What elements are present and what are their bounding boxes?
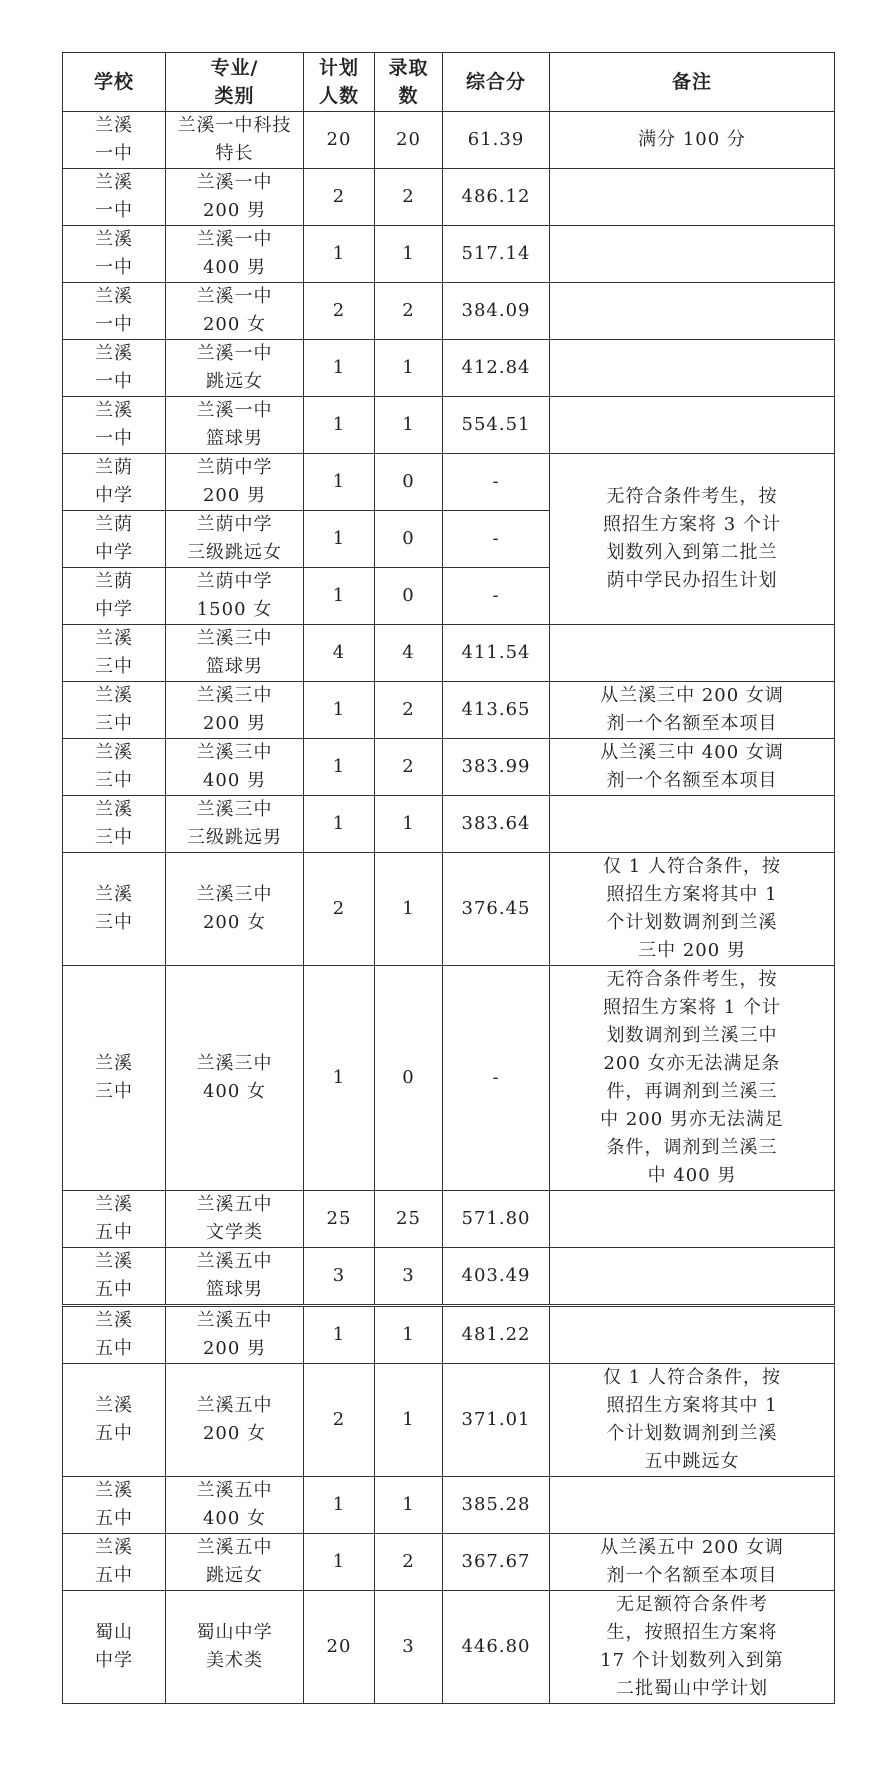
cell-score: 367.67 xyxy=(443,1534,550,1591)
table-row xyxy=(63,682,835,739)
cell-major: 兰溪一中 400 男 xyxy=(166,226,304,283)
cell-score: - xyxy=(443,454,550,511)
cell-school: 兰溪 三中 xyxy=(63,796,166,853)
cell-school: 兰溪 一中 xyxy=(63,226,166,283)
cell-score: 486.12 xyxy=(443,169,550,226)
cell-score: 383.99 xyxy=(443,739,550,796)
cell-admitted: 1 xyxy=(375,340,443,397)
cell-plan: 3 xyxy=(304,1248,375,1306)
cell-admitted: 1 xyxy=(375,397,443,454)
cell-admitted: 2 xyxy=(375,1534,443,1591)
cell-school: 兰溪 三中 xyxy=(63,966,166,1191)
cell-admitted: 1 xyxy=(375,796,443,853)
cell-plan: 1 xyxy=(304,966,375,1191)
cell-admitted: 1 xyxy=(375,1364,443,1477)
table-row xyxy=(63,1191,835,1248)
cell-plan: 1 xyxy=(304,1534,375,1591)
cell-admitted: 1 xyxy=(375,1306,443,1364)
header-plan: 计划 人数 xyxy=(304,53,375,112)
cell-school: 兰溪 三中 xyxy=(63,853,166,966)
cell-school: 兰溪 一中 xyxy=(63,112,166,169)
cell-admitted: 3 xyxy=(375,1248,443,1306)
table-row xyxy=(63,1591,835,1704)
cell-major: 兰溪一中科技 特长 xyxy=(166,112,304,169)
cell-admitted: 2 xyxy=(375,283,443,340)
cell-plan: 1 xyxy=(304,796,375,853)
cell-major: 兰溪五中 跳远女 xyxy=(166,1534,304,1591)
cell-school: 蜀山 中学 xyxy=(63,1591,166,1704)
table-row xyxy=(63,1248,835,1306)
cell-admitted: 0 xyxy=(375,454,443,511)
cell-score: 371.01 xyxy=(443,1364,550,1477)
cell-score: - xyxy=(443,568,550,625)
cell-score: - xyxy=(443,966,550,1191)
cell-note xyxy=(550,169,835,226)
table-row xyxy=(63,112,835,169)
cell-score: 411.54 xyxy=(443,625,550,682)
cell-admitted: 1 xyxy=(375,853,443,966)
cell-score: 571.80 xyxy=(443,1191,550,1248)
cell-major: 兰溪三中 400 女 xyxy=(166,966,304,1191)
cell-school: 兰溪 三中 xyxy=(63,682,166,739)
cell-note xyxy=(550,1191,835,1248)
cell-note xyxy=(550,625,835,682)
cell-major: 兰溪三中 篮球男 xyxy=(166,625,304,682)
cell-school: 兰溪 五中 xyxy=(63,1248,166,1306)
cell-admitted: 4 xyxy=(375,625,443,682)
cell-note: 从兰溪五中 200 女调 剂一个名额至本项目 xyxy=(550,1534,835,1591)
cell-note: 仅 1 人符合条件，按 照招生方案将其中 1 个计划数调剂到兰溪 五中跳远女 xyxy=(550,1364,835,1477)
cell-major: 兰溪三中 200 男 xyxy=(166,682,304,739)
cell-plan: 20 xyxy=(304,112,375,169)
cell-plan: 1 xyxy=(304,454,375,511)
cell-plan: 1 xyxy=(304,397,375,454)
cell-plan: 4 xyxy=(304,625,375,682)
cell-school: 兰溪 一中 xyxy=(63,283,166,340)
cell-score: 446.80 xyxy=(443,1591,550,1704)
cell-score: 412.84 xyxy=(443,340,550,397)
cell-note xyxy=(550,1306,835,1364)
cell-major: 兰溪一中 篮球男 xyxy=(166,397,304,454)
table-row xyxy=(63,1534,835,1591)
cell-score: 376.45 xyxy=(443,853,550,966)
cell-major: 兰溪三中 200 女 xyxy=(166,853,304,966)
cell-school: 兰溪 五中 xyxy=(63,1191,166,1248)
cell-major: 兰溪一中 跳远女 xyxy=(166,340,304,397)
cell-score: 403.49 xyxy=(443,1248,550,1306)
cell-score: 383.64 xyxy=(443,796,550,853)
cell-major: 兰荫中学 1500 女 xyxy=(166,568,304,625)
cell-school: 兰溪 三中 xyxy=(63,739,166,796)
cell-major: 兰溪五中 200 女 xyxy=(166,1364,304,1477)
cell-note xyxy=(550,397,835,454)
cell-plan: 20 xyxy=(304,1591,375,1704)
cell-admitted: 0 xyxy=(375,568,443,625)
cell-school: 兰荫 中学 xyxy=(63,454,166,511)
cell-admitted: 2 xyxy=(375,169,443,226)
cell-admitted: 0 xyxy=(375,511,443,568)
cell-note xyxy=(550,283,835,340)
cell-score: 384.09 xyxy=(443,283,550,340)
cell-major: 兰溪一中 200 女 xyxy=(166,283,304,340)
cell-plan: 1 xyxy=(304,226,375,283)
cell-major: 兰溪一中 200 男 xyxy=(166,169,304,226)
cell-admitted: 20 xyxy=(375,112,443,169)
header-row xyxy=(63,53,835,112)
table-row xyxy=(63,283,835,340)
cell-school: 兰溪 一中 xyxy=(63,169,166,226)
cell-major: 兰荫中学 200 男 xyxy=(166,454,304,511)
table-row xyxy=(63,1306,835,1364)
table-row xyxy=(63,625,835,682)
cell-major: 兰溪五中 400 女 xyxy=(166,1477,304,1534)
cell-admitted: 0 xyxy=(375,966,443,1191)
cell-score: 61.39 xyxy=(443,112,550,169)
cell-major: 兰荫中学 三级跳远女 xyxy=(166,511,304,568)
cell-score: 481.22 xyxy=(443,1306,550,1364)
cell-plan: 1 xyxy=(304,1477,375,1534)
cell-admitted: 1 xyxy=(375,1477,443,1534)
cell-note: 满分 100 分 xyxy=(550,112,835,169)
table-row xyxy=(63,1364,835,1477)
table-row xyxy=(63,966,835,1191)
cell-note: 从兰溪三中 200 女调 剂一个名额至本项目 xyxy=(550,682,835,739)
cell-plan: 1 xyxy=(304,1306,375,1364)
cell-plan: 2 xyxy=(304,853,375,966)
header-admitted: 录取 数 xyxy=(375,53,443,112)
table-row xyxy=(63,1477,835,1534)
cell-major: 兰溪三中 400 男 xyxy=(166,739,304,796)
table-row xyxy=(63,853,835,966)
cell-plan: 25 xyxy=(304,1191,375,1248)
cell-school: 兰溪 五中 xyxy=(63,1477,166,1534)
admission-table xyxy=(62,52,835,1704)
cell-plan: 1 xyxy=(304,682,375,739)
table-row xyxy=(63,226,835,283)
cell-note-merged: 无符合条件考生，按 照招生方案将 3 个计 划数列入到第二批兰 荫中学民办招生计划 xyxy=(550,454,835,625)
cell-plan: 1 xyxy=(304,739,375,796)
table-row xyxy=(63,454,835,511)
cell-plan: 1 xyxy=(304,340,375,397)
table-row xyxy=(63,169,835,226)
cell-school: 兰溪 五中 xyxy=(63,1364,166,1477)
header-note: 备注 xyxy=(550,53,835,112)
cell-plan: 2 xyxy=(304,283,375,340)
cell-admitted: 2 xyxy=(375,739,443,796)
header-school: 学校 xyxy=(63,53,166,112)
header-major: 专业/ 类别 xyxy=(166,53,304,112)
cell-score: 554.51 xyxy=(443,397,550,454)
cell-school: 兰溪 五中 xyxy=(63,1306,166,1364)
cell-note: 仅 1 人符合条件，按 照招生方案将其中 1 个计划数调剂到兰溪 三中 200 男 xyxy=(550,853,835,966)
cell-note xyxy=(550,226,835,283)
cell-score: 385.28 xyxy=(443,1477,550,1534)
cell-major: 兰溪三中 三级跳远男 xyxy=(166,796,304,853)
cell-score: 517.14 xyxy=(443,226,550,283)
cell-note xyxy=(550,796,835,853)
cell-school: 兰荫 中学 xyxy=(63,511,166,568)
cell-school: 兰溪 五中 xyxy=(63,1534,166,1591)
cell-major: 兰溪五中 文学类 xyxy=(166,1191,304,1248)
cell-score: 413.65 xyxy=(443,682,550,739)
cell-school: 兰溪 一中 xyxy=(63,340,166,397)
table-row xyxy=(63,796,835,853)
cell-plan: 2 xyxy=(304,1364,375,1477)
cell-admitted: 25 xyxy=(375,1191,443,1248)
header-score: 综合分 xyxy=(443,53,550,112)
cell-plan: 1 xyxy=(304,511,375,568)
cell-admitted: 3 xyxy=(375,1591,443,1704)
cell-note xyxy=(550,340,835,397)
cell-score: - xyxy=(443,511,550,568)
cell-plan: 2 xyxy=(304,169,375,226)
cell-school: 兰溪 三中 xyxy=(63,625,166,682)
cell-plan: 1 xyxy=(304,568,375,625)
table-row xyxy=(63,739,835,796)
cell-note: 无符合条件考生，按 照招生方案将 1 个计 划数调剂到兰溪三中 200 女亦无法满足条 件，再调剂到兰溪三 中 200 男亦无法满足 条件，调剂到兰溪三 中 400 男 xyxy=(550,966,835,1191)
cell-school: 兰溪 一中 xyxy=(63,397,166,454)
cell-admitted: 2 xyxy=(375,682,443,739)
cell-note: 无足额符合条件考 生，按照招生方案将 17 个计划数列入到第 二批蜀山中学计划 xyxy=(550,1591,835,1704)
cell-major: 兰溪五中 200 男 xyxy=(166,1306,304,1364)
cell-school: 兰荫 中学 xyxy=(63,568,166,625)
cell-major: 蜀山中学 美术类 xyxy=(166,1591,304,1704)
table-row xyxy=(63,340,835,397)
cell-note xyxy=(550,1248,835,1306)
cell-note xyxy=(550,1477,835,1534)
cell-note: 从兰溪三中 400 女调 剂一个名额至本项目 xyxy=(550,739,835,796)
cell-admitted: 1 xyxy=(375,226,443,283)
table-row xyxy=(63,397,835,454)
cell-major: 兰溪五中 篮球男 xyxy=(166,1248,304,1306)
